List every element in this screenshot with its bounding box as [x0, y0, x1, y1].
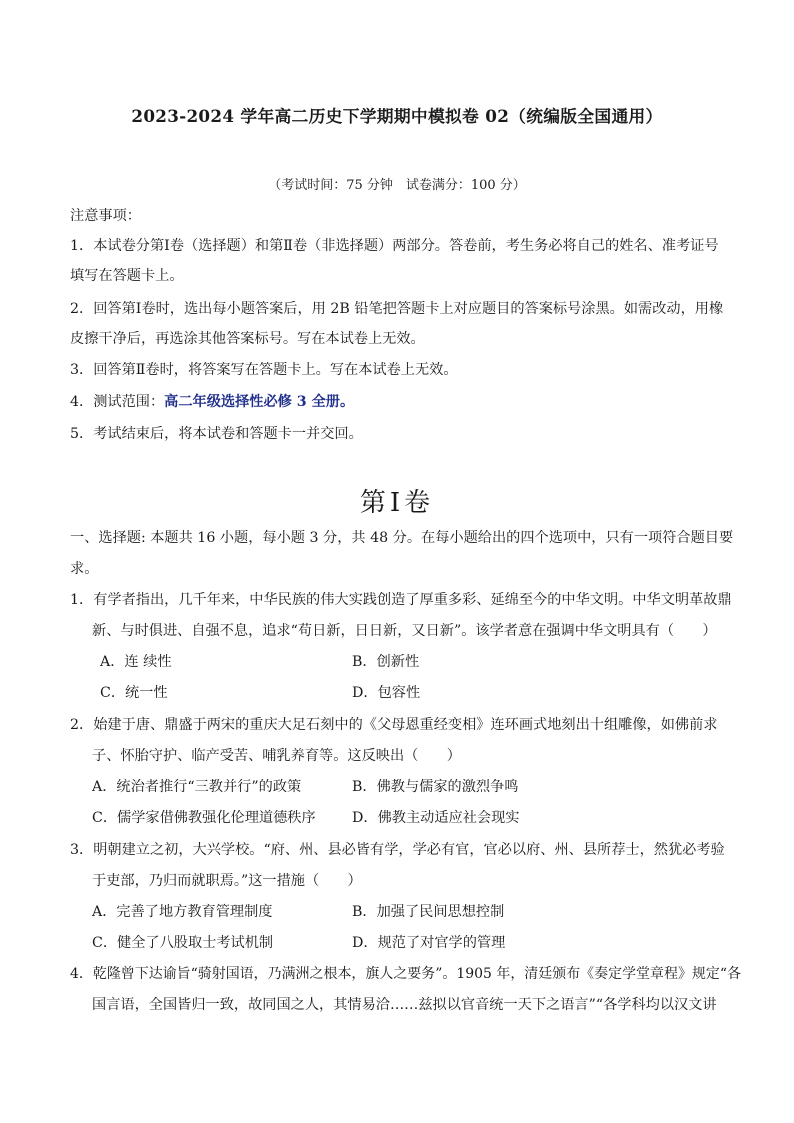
question-1-option-b: B．创新性 — [352, 654, 420, 670]
question-3-option-a: A．完善了地方教育管理制度 — [92, 904, 273, 920]
note-line: 填写在答题卡上。 — [70, 268, 184, 284]
question-1-option-d: D．包容性 — [352, 685, 421, 701]
question-3-option-d: D．规范了对官学的管理 — [352, 935, 506, 951]
note-line: 5．考试结束后，将本试卷和答题卡一并交回。 — [70, 426, 363, 442]
notes-heading: 注意事项： — [70, 208, 141, 224]
note-line-scope — [70, 392, 354, 412]
note-line: 2．回答第Ⅰ卷时，选出每小题答案后，用 2B 铅笔把答题卡上对应题目的答案标号涂黑。如需改动，用橡 — [70, 301, 724, 317]
question-4-stem: 国言语，全国皆归一致，故同国之人，其情易洽……兹拟以官音统一天下之语言”“各学科均以汉文讲 — [92, 997, 717, 1013]
question-2-option-c: C．儒学家借佛教强化伦理道德秩序 — [92, 810, 316, 826]
question-3-stem: 于吏部，乃归而就职焉。”这一措施（ ） — [92, 873, 362, 889]
exam-title: 2023-2024 学年高二历史下学期期中模拟卷 02（统编版全国通用） — [131, 106, 663, 126]
section-title: 第Ⅰ卷 — [359, 488, 435, 518]
question-1-option-a: A．连 续性 — [100, 654, 172, 670]
scope-label: 4．测试范围： — [70, 394, 165, 410]
note-line: 皮擦干净后，再选涂其他答案标号。写在本试卷上无效。 — [70, 331, 425, 347]
question-2-stem: 2．始建于唐、鼎盛于两宋的重庆大足石刻中的《父母恩重经变相》连环画式地刻出十组雕像，如佛前求 — [70, 717, 718, 733]
question-2-option-d: D．佛教主动适应社会现实 — [352, 810, 520, 826]
question-3-stem: 3．明朝建立之初，大兴学校。“府、州、县必皆有学，学必有官，官必以府、州、县所荐士，然犹必考验 — [70, 842, 725, 858]
scope-highlight: 高二年级选择性必修 3 全册。 — [164, 394, 355, 410]
question-2-option-a: A．统治者推行“三教并行”的政策 — [92, 779, 302, 795]
section-intro-line: 一、选择题: 本题共 16 小题，每小题 3 分，共 48 分。在每小题给出的四个选项中，只有一项符合题目要 — [70, 530, 734, 546]
question-2-option-b: B．佛教与儒家的激烈争鸣 — [352, 779, 519, 795]
question-1-stem: 1．有学者指出，几千年来，中华民族的伟大实践创造了厚重多彩、延绵至今的中华文明。中华文明革故鼎 — [70, 592, 732, 608]
exam-info: （考试时间：75 分钟 试卷满分：100 分） — [268, 178, 526, 193]
question-3-option-c: C．健全了八股取士考试机制 — [92, 935, 274, 951]
question-1-option-c: C．统一性 — [100, 685, 168, 701]
question-3-option-b: B．加强了民间思想控制 — [352, 904, 505, 920]
note-line: 1．本试卷分第Ⅰ卷（选择题）和第Ⅱ卷（非选择题）两部分。答卷前，考生务必将自己的姓名、准考证号 — [70, 238, 719, 254]
section-intro-line: 求。 — [70, 561, 99, 577]
question-1-stem: 新、与时俱进、自强不息，追求“苟日新，日日新，又日新”。该学者意在强调中华文明具有（ ） — [92, 623, 717, 639]
note-line: 3．回答第Ⅱ卷时，将答案写在答题卡上。写在本试卷上无效。 — [70, 362, 458, 378]
question-2-stem: 子、怀胎守护、临产受苦、哺乳养育等。这反映出（ ） — [92, 748, 461, 764]
question-4-stem: 4．乾隆曾下达谕旨“骑射国语，乃满洲之根本，旗人之要务”。1905 年，清廷颁布《奏定学堂章程》规定“各 — [70, 966, 741, 982]
